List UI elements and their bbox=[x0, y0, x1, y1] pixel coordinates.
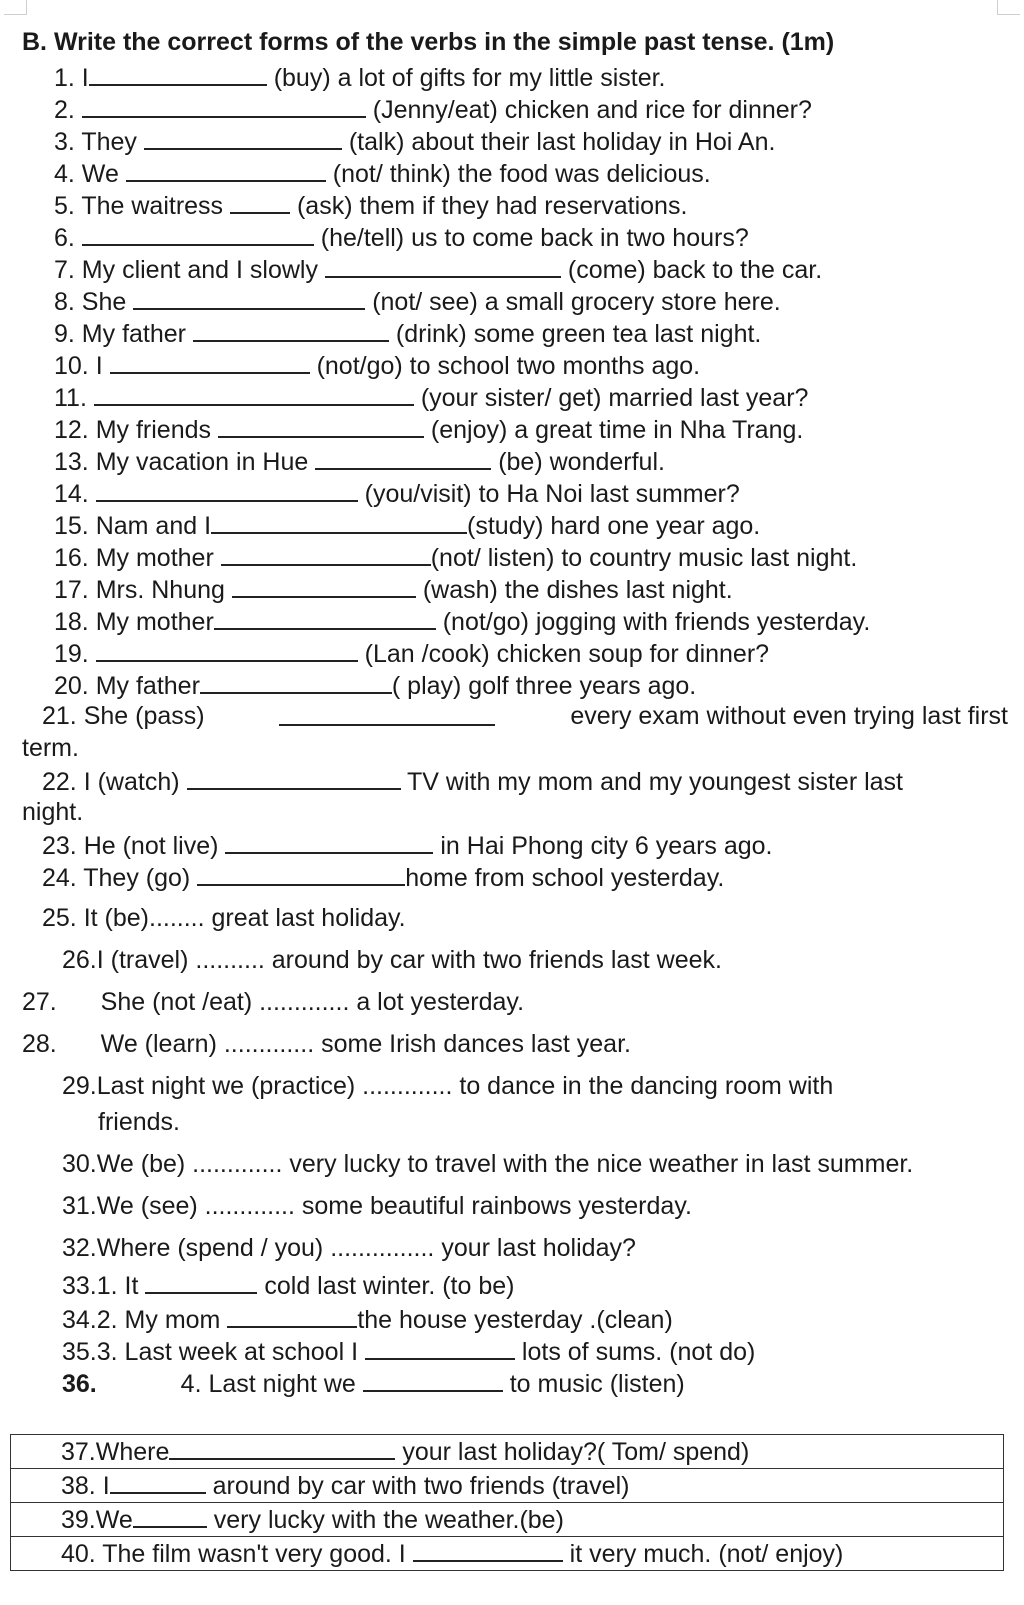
question-21-continued: term. bbox=[22, 734, 79, 762]
answer-blank[interactable] bbox=[89, 64, 267, 86]
question-29: 29.Last night we (practice) ............. to dance in the dancing room with bbox=[62, 1072, 834, 1100]
table-row bbox=[11, 1503, 1004, 1537]
answer-blank[interactable] bbox=[94, 384, 414, 406]
questions-table bbox=[10, 1434, 1004, 1571]
answer-blank[interactable] bbox=[218, 416, 424, 438]
page-corner-mark bbox=[997, 0, 1020, 15]
answer-blank[interactable] bbox=[110, 1472, 206, 1494]
answer-blank[interactable] bbox=[96, 480, 358, 502]
answer-blank[interactable] bbox=[232, 576, 416, 598]
question-13: 13. My vacation in Hue (be) wonderful. bbox=[54, 448, 665, 476]
answer-blank[interactable] bbox=[325, 256, 561, 278]
answer-blank[interactable] bbox=[227, 1306, 357, 1328]
question-26: 26.I (travel) .......... around by car with two friends last week. bbox=[62, 946, 722, 974]
answer-blank[interactable] bbox=[133, 288, 365, 310]
answer-blank[interactable] bbox=[211, 512, 467, 534]
page-corner-mark bbox=[4, 0, 27, 15]
question-23: 23. He (not live) in Hai Phong city 6 years ago. bbox=[42, 832, 773, 860]
answer-blank[interactable] bbox=[193, 320, 389, 342]
table-row bbox=[11, 1537, 1004, 1571]
question-12: 12. My friends (enjoy) a great time in Nha Trang. bbox=[54, 416, 804, 444]
question-2: 2. (Jenny/eat) chicken and rice for dinner? bbox=[54, 96, 812, 124]
answer-blank[interactable] bbox=[279, 704, 495, 726]
answer-blank[interactable] bbox=[133, 1506, 207, 1528]
question-17: 17. Mrs. Nhung (wash) the dishes last night. bbox=[54, 576, 733, 604]
question-18: 18. My mother (not/go) jogging with friends yesterday. bbox=[54, 608, 871, 636]
answer-blank[interactable] bbox=[230, 192, 290, 214]
answer-blank[interactable] bbox=[82, 96, 366, 118]
answer-blank[interactable] bbox=[110, 352, 310, 374]
question-27: 27. She (not /eat) ............. a lot yesterday. bbox=[22, 988, 525, 1016]
answer-blank[interactable] bbox=[169, 1438, 395, 1460]
question-3: 3. They (talk) about their last holiday in Hoi An. bbox=[54, 128, 776, 156]
question-28: 28. We (learn) ............. some Irish dances last year. bbox=[22, 1030, 631, 1058]
question-33: 33.1. It cold last winter. (to be) bbox=[62, 1272, 515, 1300]
question-6: 6. (he/tell) us to come back in two hours? bbox=[54, 224, 749, 252]
question-38: 38. I around by car with two friends (travel) bbox=[11, 1469, 1004, 1503]
question-34: 34.2. My mom the house yesterday .(clean) bbox=[62, 1306, 673, 1334]
question-29-continued: friends. bbox=[98, 1108, 180, 1136]
question-10: 10. I (not/go) to school two months ago. bbox=[54, 352, 701, 380]
question-31: 31.We (see) ............. some beautiful rainbows yesterday. bbox=[62, 1192, 692, 1220]
answer-blank[interactable] bbox=[145, 1272, 257, 1294]
answer-blank[interactable] bbox=[197, 864, 405, 886]
answer-blank[interactable] bbox=[187, 768, 401, 790]
question-14: 14. (you/visit) to Ha Noi last summer? bbox=[54, 480, 740, 508]
question-35: 35.3. Last week at school I lots of sums. (not do) bbox=[62, 1338, 756, 1366]
question-32: 32.Where (spend / you) ............... your last holiday? bbox=[62, 1234, 636, 1262]
question-15: 15. Nam and I (study) hard one year ago. bbox=[54, 512, 761, 540]
question-7: 7. My client and I slowly (come) back to the car. bbox=[54, 256, 823, 284]
answer-blank[interactable] bbox=[363, 1370, 503, 1392]
question-5: 5. The waitress (ask) them if they had reservations. bbox=[54, 192, 688, 220]
answer-blank[interactable] bbox=[413, 1540, 563, 1562]
question-36: 36. 4. Last night we to music (listen) bbox=[62, 1370, 685, 1398]
answer-blank[interactable] bbox=[144, 128, 342, 150]
answer-blank[interactable] bbox=[82, 224, 314, 246]
answer-blank[interactable] bbox=[315, 448, 491, 470]
table-row bbox=[11, 1469, 1004, 1503]
answer-blank[interactable] bbox=[221, 544, 431, 566]
answer-blank[interactable] bbox=[126, 160, 326, 182]
question-22-continued: night. bbox=[22, 798, 84, 826]
answer-blank[interactable] bbox=[200, 672, 392, 694]
exercise-title: B. Write the correct forms of the verbs in the simple past tense. (1m) bbox=[22, 28, 835, 56]
answer-blank[interactable] bbox=[214, 608, 436, 630]
question-24: 24. They (go) home from school yesterday. bbox=[42, 864, 725, 892]
question-9: 9. My father (drink) some green tea last night. bbox=[54, 320, 762, 348]
question-8: 8. She (not/ see) a small grocery store here. bbox=[54, 288, 781, 316]
question-39: 39.We very lucky with the weather.(be) bbox=[11, 1503, 1004, 1537]
question-40: 40. The film wasn't very good. I it very much. (not/ enjoy) bbox=[11, 1537, 1004, 1571]
question-25: 25. It (be)........ great last holiday. bbox=[42, 904, 406, 932]
answer-blank[interactable] bbox=[225, 832, 433, 854]
question-30: 30.We (be) ............. very lucky to travel with the nice weather in last summer. bbox=[62, 1150, 914, 1178]
question-16: 16. My mother (not/ listen) to country music last night. bbox=[54, 544, 858, 572]
table-row bbox=[11, 1435, 1004, 1469]
question-37: 37.Where your last holiday?( Tom/ spend) bbox=[11, 1435, 1004, 1469]
answer-blank[interactable] bbox=[96, 640, 358, 662]
question-21: 21. She (pass) every exam without even trying last first bbox=[42, 702, 1008, 730]
question-22: 22. I (watch) TV with my mom and my youngest sister last bbox=[42, 768, 903, 796]
question-11: 11. (your sister/ get) married last year? bbox=[54, 384, 809, 412]
question-4: 4. We (not/ think) the food was delicious. bbox=[54, 160, 711, 188]
question-19: 19. (Lan /cook) chicken soup for dinner? bbox=[54, 640, 770, 668]
question-1: 1. I (buy) a lot of gifts for my little sister. bbox=[54, 64, 666, 92]
question-20: 20. My father ( play) golf three years ago. bbox=[54, 672, 697, 700]
answer-blank[interactable] bbox=[365, 1338, 515, 1360]
